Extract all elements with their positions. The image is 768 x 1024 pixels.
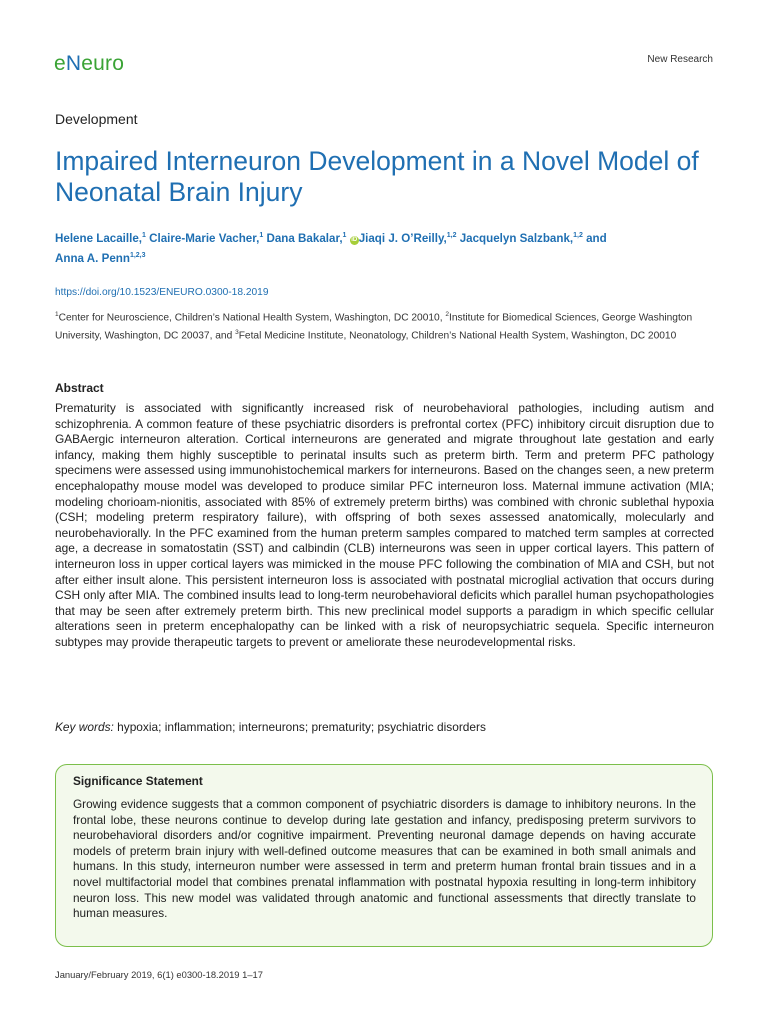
abstract-heading: Abstract <box>55 381 104 395</box>
affiliation-text: Institute for Biomedical Sciences, George Washington University, Washington, DC 20037, and <box>55 312 693 342</box>
keywords <box>55 720 715 734</box>
author-conjunction: and <box>586 231 607 245</box>
author-name[interactable]: Jiaqi J. O’Reilly, <box>358 231 447 245</box>
abstract-body: Prematurity is associated with significantly increased risk of neurobehavioral pathologies, including autism and schizophrenia. A common feature of these psychiatric disorders is prefrontal cortex (PFC) inhibitory circuit disruption due to GABAergic interneuron alteration. Cortical interneurons are generated and migrate throughout late gestation and early infancy, making them highly susceptible to perinatal insults such as preterm birth. Term and preterm PFC pathology specimens were assessed using immunohistochemical markers for interneurons. Based on the changes seen, a new preterm encephalopathy mouse model was developed to produce similar PFC interneuron loss. Maternal immune activation (MIA; modeling chorioam-nionitis, associated with 85% of extremely preterm births) was combined with chronic sublethal hypoxia (CSH; modeling preterm respiratory failure), with offspring of both sexes assessed anatomically, molecularly and neurobehaviorally. In the PFC examined from the human preterm samples compared to matched term samples at corrected age, a decrease in somatostatin (SST) and calbindin (CLB) interneurons was seen in upper cortical layers. This pattern of interneuron loss in upper cortical layers was mimicked in the mouse PFC following the combination of MIA and CSH, but not after either insult alone. This persistent interneuron loss is associated with postnatal microglial activation that occurs during CSH only after MIA. The combined insults lead to long-term neurobehavioral deficits which parallel human psychopathologies that may be seen after extremely preterm birth. This new preclinical model supports a paradigm in which specific cellular alterations seen in preterm encephalopathy can be linked with a risk of neuropsychiatric sequela. Specific interneuron subtypes may provide therapeutic targets to prevent or ameliorate these neurodevelopmental risks. <box>55 401 714 649</box>
affiliation-text: Center for Neuroscience, Children’s National Health System, Washington, DC 20010, <box>58 312 446 324</box>
orcid-icon[interactable]: iD <box>351 236 358 243</box>
significance-body: Growing evidence suggests that a common component of psychiatric disorders is damage to inhibitory neurons. In the frontal lobe, these neurons continue to develop during late gestation and infancy, predisposing preterm survivors to neurobehavioral disorders and/or cognitive impairment. Preventing neuronal damage depends on having accurate models of preterm brain injury with well-defined outcome measures that can be examined in both small animals and humans. In this study, interneuron number were assessed in term and preterm human frontal brain tissues and in a novel multifactorial model that combines prenatal inflammation with postnatal hypoxia resulting in long-term inhibitory neuron loss. This new model was validated through anatomic and functional assessments that directly translate to human measures. <box>73 797 696 921</box>
author-name[interactable]: Anna A. Penn <box>55 251 130 265</box>
author-list: Helene Lacaille,$^1$ Claire-Marie Vacher,$^1$ Dana Bakalar,$^1$ iD Jiaqi J. O’Reilly,$^{1,2}$ Jacquelyn Salzbank,$^{1,2}$ and Anna A. Penn$^{1,2,3}$ <box>55 231 607 265</box>
page-footer-citation: January/February 2019, 6(1) e0300-18.2019 1–17 <box>55 969 263 980</box>
author-name[interactable]: Helene Lacaille, <box>55 231 142 245</box>
doi-link[interactable]: https://doi.org/10.1523/ENEURO.0300-18.2019 <box>55 287 269 298</box>
author-name[interactable]: Dana Bakalar, <box>266 231 343 245</box>
subject-category: Development <box>55 111 138 127</box>
affiliations: $^1$Center for Neuroscience, Children’s National Health System, Washington, DC 20010, $^2$Institute for Biomedical Sciences, George Washington University, Washington, DC 20037, and $^3$Fetal Medicine Institute, Neonatology, Children’s National Health System, Washington, DC 20010 <box>55 311 693 342</box>
affiliation-text: Fetal Medicine Institute, Neonatology, Children’s National Health System, Washington, DC 20010 <box>238 330 677 342</box>
author-name[interactable]: Claire-Marie Vacher, <box>149 231 260 245</box>
significance-heading: Significance Statement <box>73 774 203 788</box>
article-title: Impaired Interneuron Development in a Novel Model of Neonatal Brain Injury <box>55 146 699 207</box>
keywords-label: Key words: <box>55 720 114 734</box>
author-name[interactable]: Jacquelyn Salzbank, <box>459 231 574 245</box>
significance-statement-box <box>55 764 713 947</box>
journal-logo: eNeuro <box>54 52 125 75</box>
keywords-text: hypoxia; inflammation; interneurons; prematurity; psychiatric disorders <box>117 720 486 734</box>
article-type-label: New Research <box>647 54 713 65</box>
